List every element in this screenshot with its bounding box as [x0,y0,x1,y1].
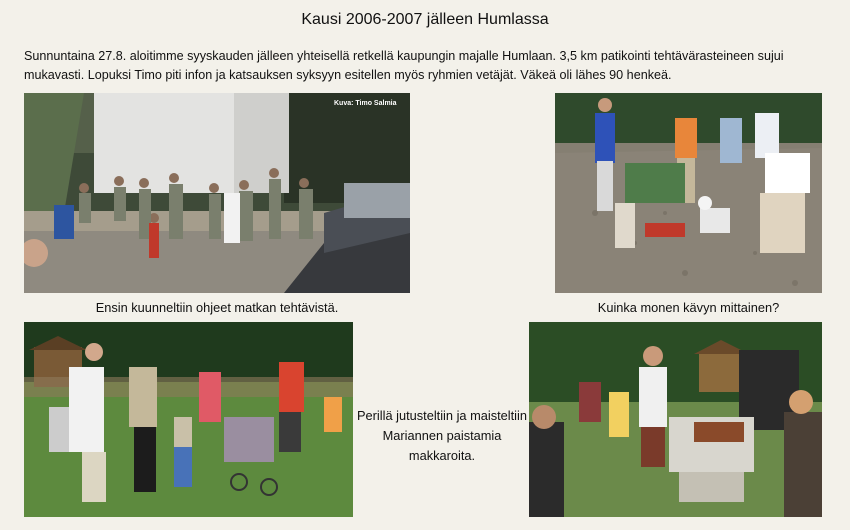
caption-photo-2: Kuinka monen kävyn mittainen? [597,300,780,315]
photo-chatting-lawn [24,322,353,517]
page-title: Kausi 2006-2007 jälleen Humlassa [301,11,549,28]
caption-photo-1: Ensin kuunneltiin ohjeet matkan tehtävistä. [95,300,339,315]
photo-cone-measuring [555,93,822,293]
photo-listening-instructions [24,93,410,293]
intro-paragraph: Sunnuntaina 27.8. aloitimme syyskauden jälleen yhteisellä retkellä kaupungin majalle Humlaan. 3,5 km patikointi tehtävärasteineen sujui mukavasti. Lopuksi Timo piti infon ja katsauksen syksyyn esitellen myös ryhmien vetäjät. Väkeä oli lähes 90 henkeä. [24,49,784,82]
photo-sausage-grilling [529,322,822,517]
side-caption: Perillä jutusteltiin ja maisteltiin Mariannen paistamia makkaroita. [357,408,527,463]
photo-credit: Kuva: Timo Salmia [334,100,397,107]
